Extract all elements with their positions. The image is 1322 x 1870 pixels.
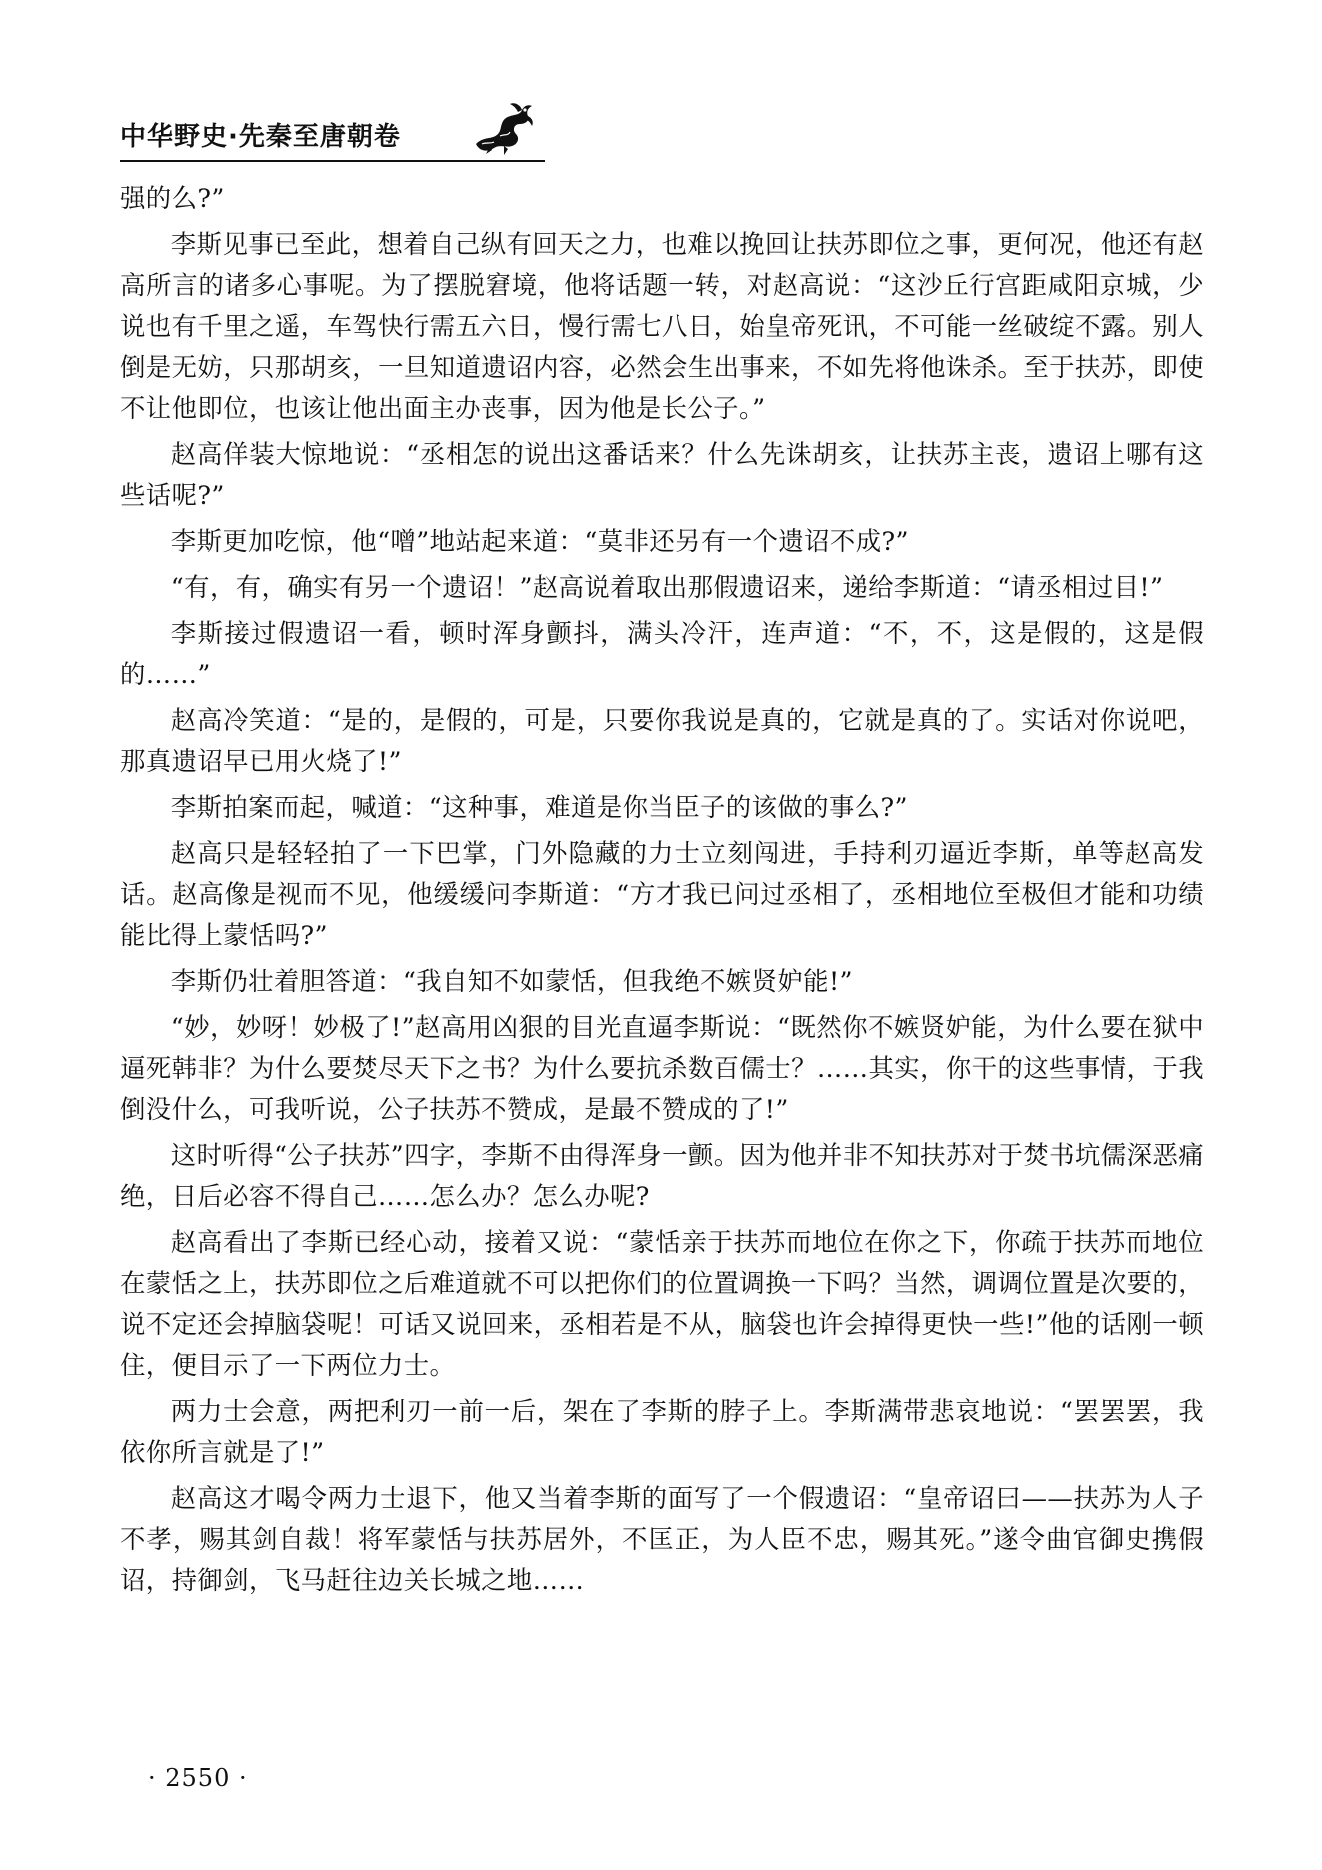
paragraph: 这时听得“公子扶苏”四字，李斯不由得浑身一颤。因为他并非不知扶苏对于焚书坑儒深恶痛绝，日后必容不得自己……怎么办？怎么办呢? xyxy=(120,1140,1204,1211)
paragraph: 李斯仍壮着胆答道：“我自知不如蒙恬，但我绝不嫉贤妒能!” xyxy=(170,966,853,996)
paragraph: 李斯拍案而起，喊道：“这种事，难道是你当臣子的该做的事么?” xyxy=(170,792,908,822)
book-title: 中华野史·先秦至唐朝卷 xyxy=(120,122,401,152)
paragraph: 李斯接过假遗诏一看，顿时浑身颤抖，满头冷汗，连声道：“不，不，这是假的，这是假的……” xyxy=(120,618,1204,689)
paragraph: 李斯更加吃惊，他“噌”地站起来道：“莫非还另有一个遗诏不成?” xyxy=(170,526,909,556)
paragraph: 强的么?” xyxy=(120,183,225,213)
paragraph: 赵高只是轻轻拍了一下巴掌，门外隐藏的力士立刻闯进，手持利刃逼近李斯，单等赵高发话。赵高像是视而不见，他缓缓问李斯道：“方才我已问过丞相了，丞相地位至极但才能和功绩能比得上蒙恬吗?” xyxy=(120,838,1204,950)
body-text xyxy=(120,178,1204,1606)
paragraph: 赵高看出了李斯已经心动，接着又说：“蒙恬亲于扶苏而地位在你之下，你疏于扶苏而地位在蒙恬之上，扶苏即位之后难道就不可以把你们的位置调换一下吗？当然，调调位置是次要的，说不定还会掉脑袋呢！可话又说回来，丞相若是不从，脑袋也许会掉得更快一些!”他的话刚一顿住，便目示了一下两位力士。 xyxy=(120,1227,1204,1380)
paragraph: “妙，妙呀！妙极了!”赵高用凶狠的目光直逼李斯说：“既然你不嫉贤妒能，为什么要在狱中逼死韩非？为什么要焚尽天下之书？为什么要抗杀数百儒士？……其实，你干的这些事情，于我倒没什么，可我听说，公子扶苏不赞成，是最不赞成的了!” xyxy=(120,1012,1204,1124)
page-number: · 2550 · xyxy=(148,1764,248,1792)
header-divider xyxy=(120,160,545,162)
running-header xyxy=(120,100,545,160)
paragraph: 李斯见事已至此，想着自己纵有回天之力，也难以挽回让扶苏即位之事，更何况，他还有赵高所言的诸多心事呢。为了摆脱窘境，他将话题一转，对赵高说：“这沙丘行宫距咸阳京城，少说也有千里之遥，车驾快行需五六日，慢行需七八日，始皇帝死讯，不可能一丝破绽不露。别人倒是无妨，只那胡亥，一旦知道遗诏内容，必然会生出事来，不如先将他诛杀。至于扶苏，即使不让他即位，也该让他出面主办丧事，因为他是长公子。” xyxy=(120,229,1204,423)
paragraph: 两力士会意，两把利刃一前一后，架在了李斯的脖子上。李斯满带悲哀地说：“罢罢罢，我依你所言就是了!” xyxy=(120,1396,1204,1467)
paragraph: 赵高冷笑道：“是的，是假的，可是，只要你我说是真的，它就是真的了。实话对你说吧，那真遗诏早已用火烧了!” xyxy=(120,705,1204,776)
dragon-icon xyxy=(470,100,536,156)
paragraph: 赵高这才喝令两力士退下，他又当着李斯的面写了一个假遗诏：“皇帝诏曰——扶苏为人子不孝，赐其剑自裁！将军蒙恬与扶苏居外，不匡正，为人臣不忠，赐其死。”遂令曲官御史携假诏，持御剑，飞马赶往边关长城之地…… xyxy=(120,1483,1204,1595)
paragraph: 赵高佯装大惊地说：“丞相怎的说出这番话来？什么先诛胡亥，让扶苏主丧，遗诏上哪有这些话呢?” xyxy=(120,439,1204,510)
paragraph: “有，有，确实有另一个遗诏！”赵高说着取出那假遗诏来，递给李斯道：“请丞相过目!” xyxy=(170,572,1164,602)
